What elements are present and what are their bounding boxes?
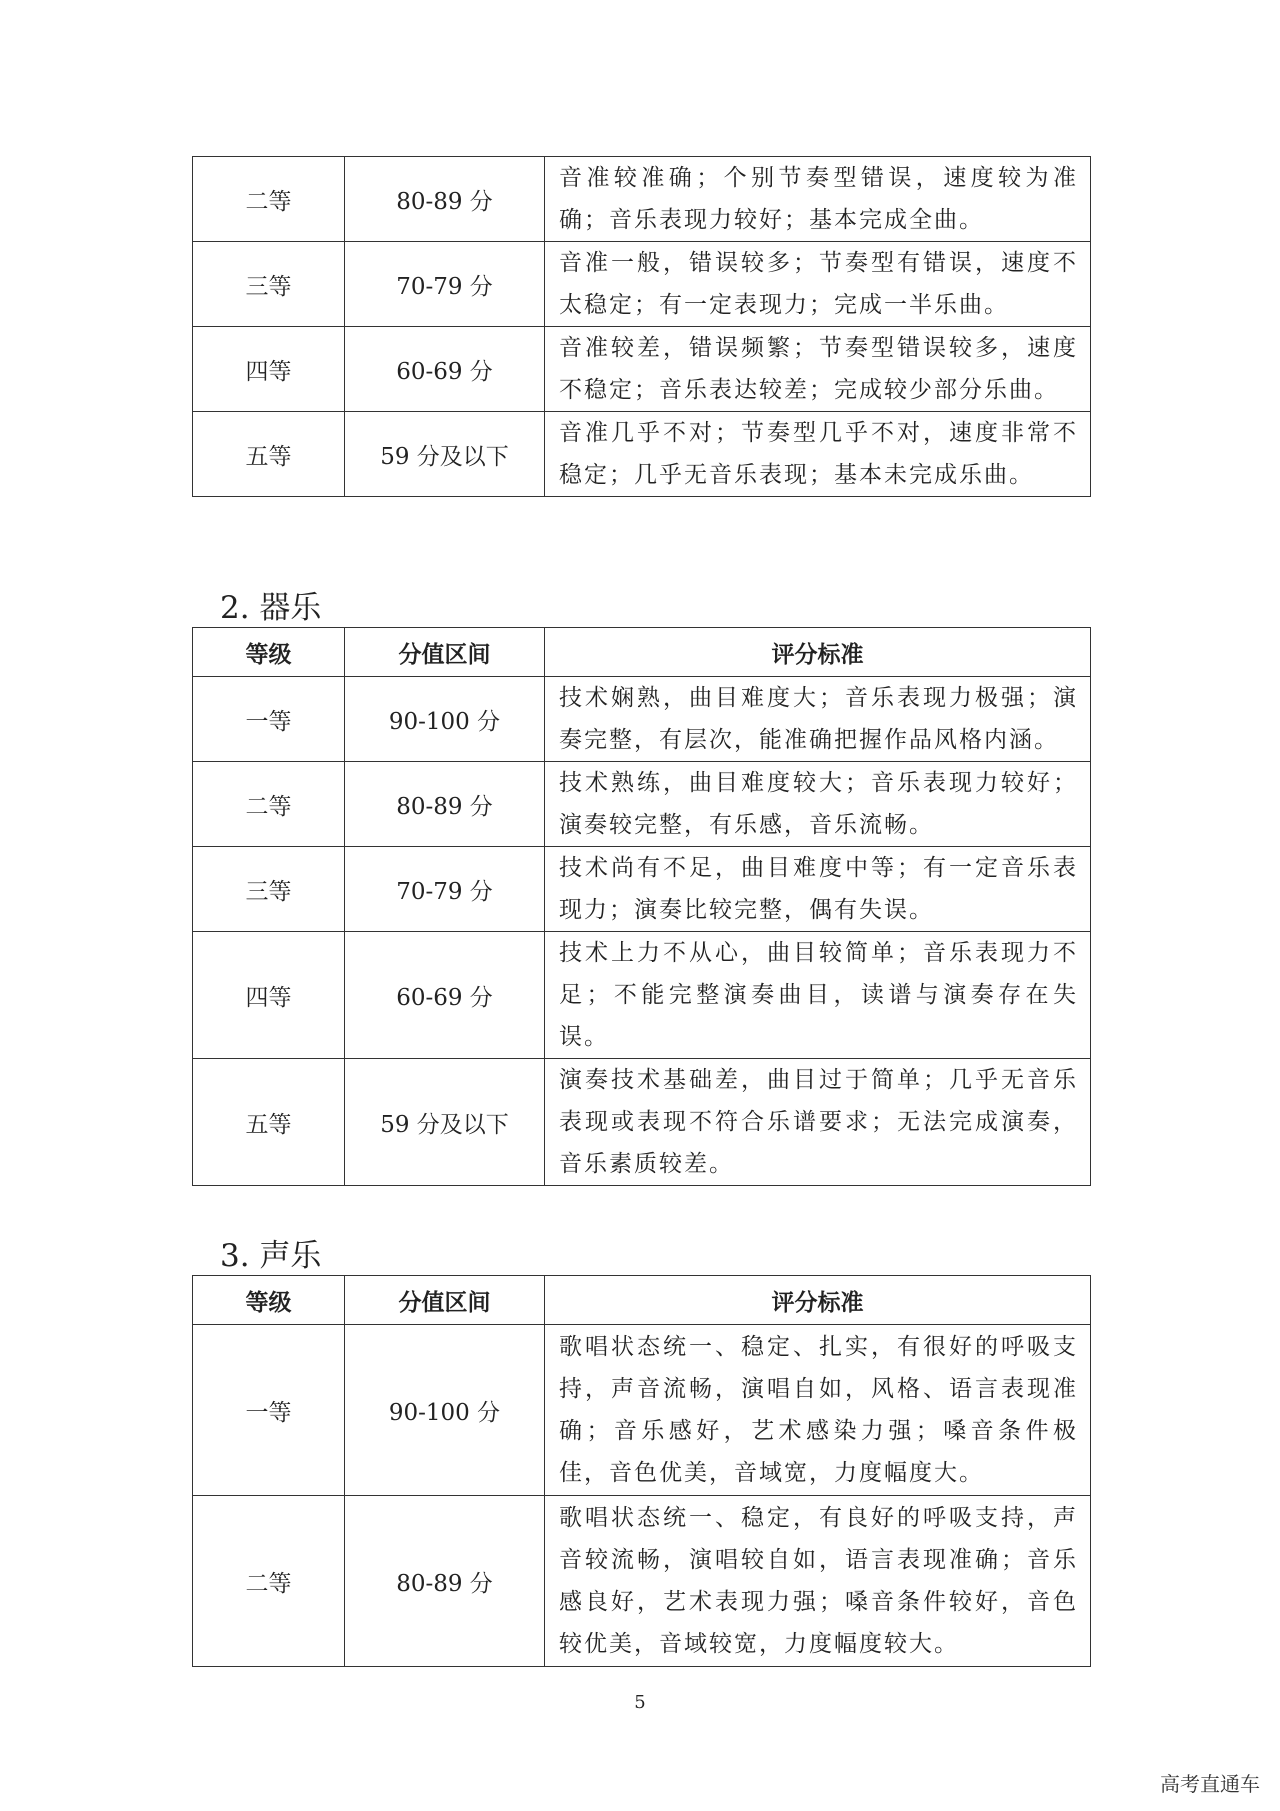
level-cell: 一等	[193, 677, 345, 762]
score-range-cell: 60-69 分	[345, 932, 545, 1059]
level-cell: 五等	[193, 412, 345, 497]
score-range-cell: 80-89 分	[345, 157, 545, 242]
column-header-score-range: 分值区间	[345, 1276, 545, 1325]
criteria-cell: 技术娴熟，曲目难度大；音乐表现力极强；演奏完整，有层次，能准确把握作品风格内涵。	[545, 677, 1091, 762]
score-range-cell: 90-100 分	[345, 1325, 545, 1496]
table-row	[193, 932, 1091, 1059]
score-range-cell: 59 分及以下	[345, 1059, 545, 1186]
level-cell: 五等	[193, 1059, 345, 1186]
singing-score-table-continued	[192, 156, 1091, 497]
score-range-cell: 90-100 分	[345, 677, 545, 762]
table-row	[193, 412, 1091, 497]
level-cell: 四等	[193, 932, 345, 1059]
table-row	[193, 1496, 1091, 1667]
criteria-cell: 音准较差，错误频繁；节奏型错误较多，速度不稳定；音乐表达较差；完成较少部分乐曲。	[545, 327, 1091, 412]
score-range-cell: 59 分及以下	[345, 412, 545, 497]
level-cell: 一等	[193, 1325, 345, 1496]
table-row	[193, 847, 1091, 932]
criteria-cell: 音准较准确；个别节奏型错误，速度较为准确；音乐表现力较好；基本完成全曲。	[545, 157, 1091, 242]
column-header-criteria: 评分标准	[545, 628, 1091, 677]
level-cell: 二等	[193, 762, 345, 847]
column-header-level: 等级	[193, 1276, 345, 1325]
score-range-cell: 70-79 分	[345, 847, 545, 932]
score-range-cell: 70-79 分	[345, 242, 545, 327]
level-cell: 二等	[193, 1496, 345, 1667]
criteria-cell: 演奏技术基础差，曲目过于简单；几乎无音乐表现或表现不符合乐谱要求；无法完成演奏，音乐素质较差。	[545, 1059, 1091, 1186]
score-range-cell: 60-69 分	[345, 327, 545, 412]
table-row	[193, 242, 1091, 327]
criteria-cell: 歌唱状态统一、稳定，有良好的呼吸支持，声音较流畅，演唱较自如，语言表现准确；音乐感良好，艺术表现力强；嗓音条件较好，音色较优美，音域较宽，力度幅度较大。	[545, 1496, 1091, 1667]
table-row	[193, 327, 1091, 412]
section-title-instrumental: 2. 器乐	[220, 590, 322, 626]
table-row	[193, 677, 1091, 762]
page-number: 5	[634, 1692, 646, 1713]
level-cell: 四等	[193, 327, 345, 412]
score-range-cell: 80-89 分	[345, 1496, 545, 1667]
table-header-row	[193, 1276, 1091, 1325]
score-range-cell: 80-89 分	[345, 762, 545, 847]
table-row	[193, 1325, 1091, 1496]
section-title-vocal: 3. 声乐	[220, 1238, 322, 1274]
column-header-level: 等级	[193, 628, 345, 677]
level-cell: 三等	[193, 242, 345, 327]
criteria-cell: 技术上力不从心，曲目较简单；音乐表现力不足；不能完整演奏曲目，读谱与演奏存在失误。	[545, 932, 1091, 1059]
criteria-cell: 音准几乎不对；节奏型几乎不对，速度非常不稳定；几乎无音乐表现；基本未完成乐曲。	[545, 412, 1091, 497]
criteria-cell: 技术熟练，曲目难度较大；音乐表现力较好；演奏较完整，有乐感，音乐流畅。	[545, 762, 1091, 847]
watermark: 高考直通车	[1160, 1772, 1260, 1796]
vocal-score-table	[192, 1275, 1091, 1667]
instrumental-score-table	[192, 627, 1091, 1186]
table-header-row	[193, 628, 1091, 677]
criteria-cell: 技术尚有不足，曲目难度中等；有一定音乐表现力；演奏比较完整，偶有失误。	[545, 847, 1091, 932]
criteria-cell: 歌唱状态统一、稳定、扎实，有很好的呼吸支持，声音流畅，演唱自如，风格、语言表现准确；音乐感好，艺术感染力强；嗓音条件极佳，音色优美，音域宽，力度幅度大。	[545, 1325, 1091, 1496]
column-header-criteria: 评分标准	[545, 1276, 1091, 1325]
table-row	[193, 1059, 1091, 1186]
column-header-score-range: 分值区间	[345, 628, 545, 677]
level-cell: 二等	[193, 157, 345, 242]
table-row	[193, 762, 1091, 847]
criteria-cell: 音准一般，错误较多；节奏型有错误，速度不太稳定；有一定表现力；完成一半乐曲。	[545, 242, 1091, 327]
level-cell: 三等	[193, 847, 345, 932]
table-row	[193, 157, 1091, 242]
